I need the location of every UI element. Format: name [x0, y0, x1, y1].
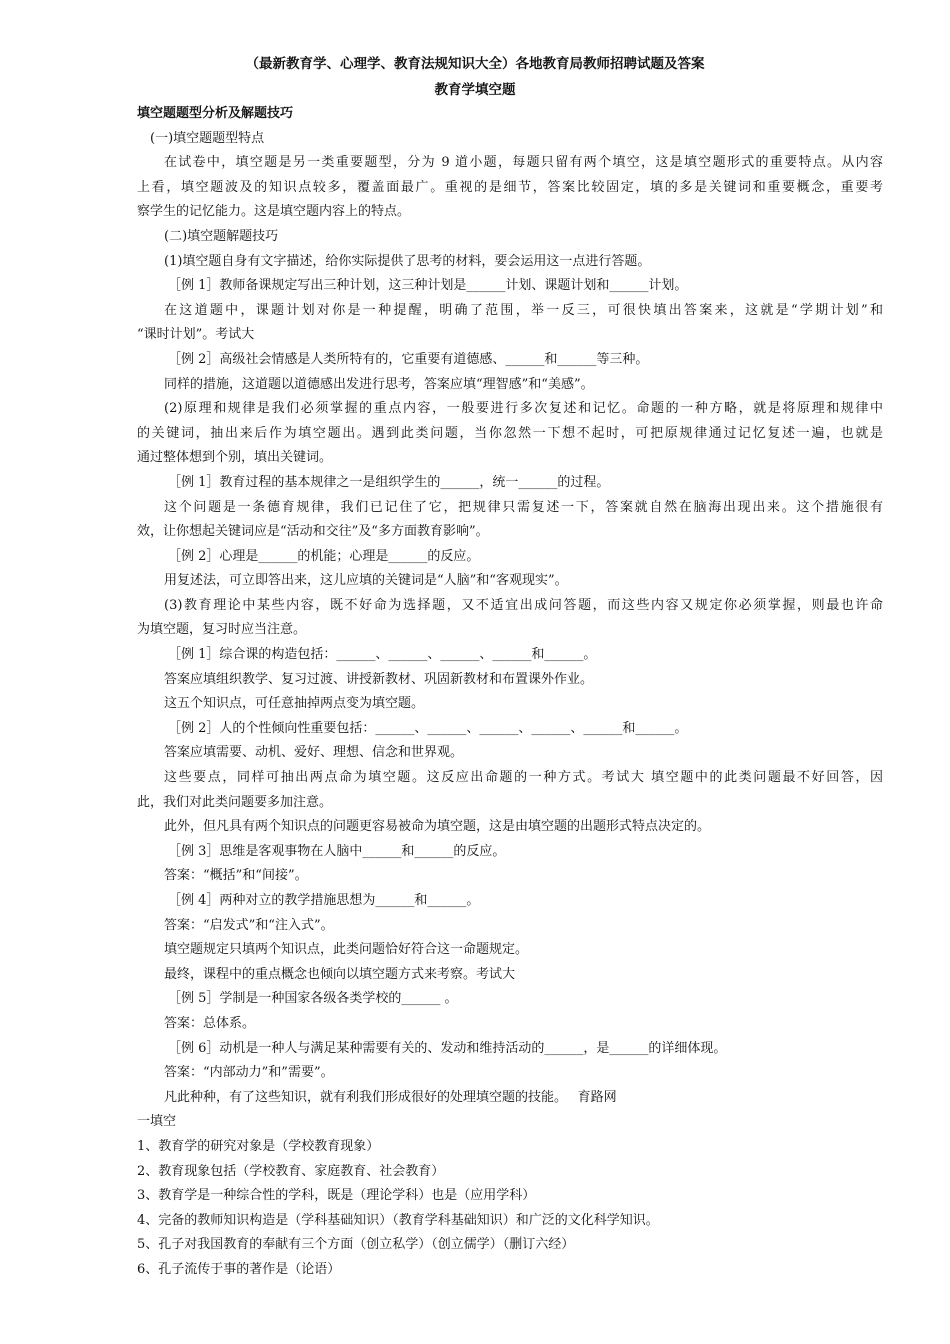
text-line: 1、教育学的研究对象是（学校教育现象） [137, 1138, 380, 1154]
text-line: ［例 2］心理是______的机能；心理是______的反应。 [168, 548, 480, 564]
text-line: 通过整体想到个别，填出关键词。 [137, 450, 333, 466]
text-line: 察学生的记忆能力。这是填空题内容上的特点。 [137, 204, 411, 220]
text-line: ［例 1］教师备课规定写出三种计划，这三种计划是______计划、课题计划和______计划。 [168, 278, 688, 294]
text-line: ［例 5］学制是一种国家各级各类学校的______ 。 [168, 991, 458, 1007]
text-line: 这五个知识点，可任意抽掉两点变为填空题。 [164, 696, 425, 712]
text-line: 6、孔子流传于事的著作是（论语） [137, 1261, 341, 1277]
text-line: ［例 3］思维是客观事物在人脑中______和______的反应。 [168, 843, 506, 859]
text-line: “课时计划”。考试大 [137, 327, 255, 343]
text-line: ［例 2］高级社会情感是人类所特有的，它重要有道德感、______和______等三种。 [168, 351, 649, 367]
text-line: 此，我们对此类问题要多加注意。 [137, 794, 333, 810]
text-line: 答案应填需要、动机、爱好、理想、信念和世界观。 [164, 745, 464, 761]
text-line: 此外，但凡具有两个知识点的问题更容易被命为填空题，这是由填空题的出题形式特点决定的。 [164, 819, 711, 835]
text-line: (3)教育理论中某些内容，既不好命为选择题，又不适宜出成问答题，而这些内容又规定你必须掌握，则最也许命 [164, 597, 883, 613]
text-line: 答案：总体系。 [164, 1015, 256, 1031]
text-line: ［例 1］综合课的构造包括：______、______、______、______和______。 [168, 647, 597, 663]
text-line: 用复述法，可立即答出来，这儿应填的关键词是“人脑”和“客观现实”。 [164, 573, 568, 589]
text-line: (二)填空题解题技巧 [164, 228, 279, 244]
text-line: 5、孔子对我国教育的奉献有三个方面（创立私学）（创立儒学）（删订六经） [137, 1237, 575, 1253]
text-line: 答案：“概括”和“间接”。 [164, 868, 308, 884]
text-line: 一填空 [137, 1114, 177, 1130]
text-line: 上看，填空题波及的知识点较多，覆盖面最广。重视的是细节，答案比较固定，填的多是关键词和重要概念，重要考 [137, 179, 883, 195]
text-line: 答案：“启发式”和“注入式”。 [164, 917, 334, 933]
text-line: (2)原理和规律是我们必须掌握的重点内容，一般要进行多次复述和记忆。命题的一种方略，就是将原理和规律中 [164, 401, 883, 417]
text-line: 填空题题型分析及解题技巧 [137, 106, 294, 121]
document-body [137, 102, 883, 1283]
text-line: 答案：“内部动力”和”需要”。 [164, 1065, 334, 1081]
text-line: (一)填空题题型特点 [150, 130, 265, 146]
text-line: ［例 4］两种对立的教学措施思想为______和______。 [168, 893, 480, 908]
text-line: 答案应填组织教学、复习过渡、讲授新教材、巩固新教材和布置课外作业。 [164, 671, 594, 687]
text-line: ［例 2］人的个性倾向性重要包括：______、______、______、______、______和______。 [168, 720, 688, 736]
text-line: 最终，课程中的重点概念也倾向以填空题方式来考察。考试大 [164, 966, 516, 982]
text-line: ［例 1］教育过程的基本规律之一是组织学生的______，统一______的过程。 [168, 474, 610, 490]
text-line: 效，让你想起关键词应是“活动和交往”及“多方面教育影响”。 [137, 524, 489, 540]
text-line: 在这道题中，课题计划对你是一种提醒，明确了范围，举一反三，可很快填出答案来，这就是“学期计划”和 [164, 302, 883, 318]
text-line: 凡此种种，有了这些知识，就有利我们形成很好的处理填空题的技能。 育路网 [164, 1089, 617, 1105]
text-line: (1)填空题自身有文字描述，给你实际提供了思考的材料，要会运用这一点进行答题。 [164, 253, 651, 269]
text-line: 这个问题是一条德育规律，我们已记住了它，把规律只需复述一下，答案就自然在脑海出现出来。这个措施很有 [164, 499, 883, 515]
document-title: （最新教育学、心理学、教育法规知识大全）各地教育局教师招聘试题及答案 [245, 56, 705, 72]
text-line: 3、教育学是一种综合性的学科，既是（理论学科）也是（应用学科） [137, 1188, 536, 1204]
text-line: 这些要点，同样可抽出两点命为填空题。这反应出命题的一种方式。考试大 填空题中的此类问题最不好回答，因 [164, 770, 883, 786]
text-line: 2、教育现象包括（学校教育、家庭教育、社会教育） [137, 1163, 445, 1179]
text-line: ［例 6］动机是一种人与满足某种需要有关的、发动和维持活动的______，是______的详细体现。 [168, 1040, 727, 1056]
text-line: 填空题规定只填两个知识点，此类问题恰好符合这一命题规定。 [164, 942, 529, 958]
text-line: 为填空题，复习时应当注意。 [137, 622, 307, 638]
text-line: 的关键词，抽出来后作为填空题出。遇到此类问题，当你忽然一下想不起时，可把原规律通过记忆复述一遍，也就是 [137, 425, 883, 441]
text-line: 在试卷中，填空题是另一类重要题型，分为 9 道小题，每题只留有两个填空，这是填空题形式的重要特点。从内容 [164, 155, 883, 171]
text-line: 4、完备的教师知识构造是（学科基础知识）（教育学科基础知识）和广泛的文化科学知识。 [137, 1212, 659, 1228]
document-subtitle: 教育学填空题 [434, 82, 516, 98]
text-line: 同样的措施，这道题以道德感出发进行思考，答案应填“理智感”和“美感”。 [164, 376, 594, 392]
